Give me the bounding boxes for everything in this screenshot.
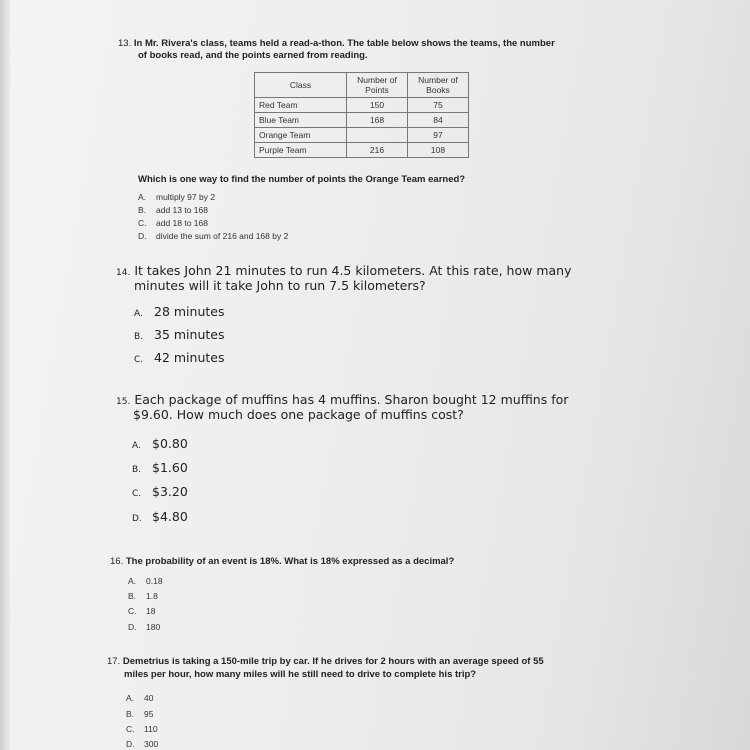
table-cell: Red Team <box>255 98 347 113</box>
q17-choice-b[interactable]: B. 95 <box>126 709 154 719</box>
q17-text-line1: Demetrius is taking a 150-mile trip by car. If he drives for 2 hours with an average speed of 55 <box>122 656 544 667</box>
table-cell: 150 <box>347 98 408 113</box>
q13-text-line1: In Mr. Rivera's class, teams held a read-a-thon. The table below shows the teams, the number <box>133 38 555 49</box>
q13-choice-b[interactable]: B. add 13 to 168 <box>138 205 208 215</box>
q13-table <box>254 72 469 158</box>
q13-prompt: Which is one way to find the number of points the Orange Team earned? <box>138 174 466 185</box>
table-cell: 168 <box>347 113 408 128</box>
q17-choice-d[interactable]: D. 300 <box>126 739 159 749</box>
q15-text-line1: Each package of muffins has 4 muffins. Sharon bought 12 muffins for <box>134 392 569 407</box>
table-row <box>255 143 469 158</box>
q13-choice-a[interactable]: A. multiply 97 by 2 <box>138 192 216 202</box>
q16-choice-b[interactable]: B. 1.8 <box>128 591 158 601</box>
q15-number: 15. <box>116 397 131 407</box>
table-row <box>255 113 469 128</box>
table-cell: 108 <box>407 143 468 158</box>
table-cell: Orange Team <box>255 128 347 143</box>
q16-choice-d[interactable]: D. 180 <box>128 622 161 632</box>
q15-choice-b[interactable]: B. $1.60 <box>132 460 188 475</box>
q15-choice-d[interactable]: D. $4.80 <box>132 509 188 524</box>
q17-text-line2: miles per hour, how many miles will he still need to drive to complete his trip? <box>124 669 477 680</box>
q14-choice-c[interactable]: C. 42 minutes <box>134 350 225 365</box>
q17-number: 17. <box>107 656 121 667</box>
q17-choice-a[interactable]: A. 40 <box>126 693 154 703</box>
q13-text-line2: of books read, and the points earned from reading. <box>138 50 368 61</box>
table-cell: Blue Team <box>255 113 347 128</box>
q16-number: 16. <box>110 556 124 567</box>
q14-choice-a[interactable]: A. 28 minutes <box>134 304 225 319</box>
q17-stem <box>107 656 544 668</box>
q16-stem <box>110 556 454 568</box>
q14-text-line1: It takes John 21 minutes to run 4.5 kilometers. At this rate, how many <box>134 263 572 278</box>
table-cell: 97 <box>407 128 468 143</box>
q15-choice-a[interactable]: A. $0.80 <box>132 436 188 451</box>
table-header-row <box>255 73 469 98</box>
table-cell: 75 <box>407 98 468 113</box>
table-header: Number of Books <box>407 73 468 98</box>
table-cell: 216 <box>347 143 408 158</box>
table-cell-empty <box>347 128 408 143</box>
table-header: Class <box>255 73 347 98</box>
q15-text-line2: $9.60. How much does one package of muffins cost? <box>133 407 464 422</box>
q13-number: 13. <box>118 38 132 49</box>
q14-number: 14. <box>116 268 131 278</box>
table-row <box>255 98 469 113</box>
q16-text: The probability of an event is 18%. What is 18% expressed as a decimal? <box>125 556 455 567</box>
q14-choice-b[interactable]: B. 35 minutes <box>134 327 225 342</box>
table-header: Number of Points <box>347 73 408 98</box>
q15-choice-c[interactable]: C. $3.20 <box>132 484 188 499</box>
q16-choice-c[interactable]: C. 18 <box>128 606 156 616</box>
q13-stem <box>118 38 555 50</box>
q14-text-line2: minutes will it take John to run 7.5 kilometers? <box>134 278 426 293</box>
q13-choice-c[interactable]: C. add 18 to 168 <box>138 218 208 228</box>
q13-choice-d[interactable]: D. divide the sum of 216 and 168 by 2 <box>138 231 289 241</box>
q17-choice-c[interactable]: C. 110 <box>126 724 158 734</box>
page-edge-shadow <box>0 0 10 750</box>
table-cell: Purple Team <box>255 143 347 158</box>
table-cell: 84 <box>407 113 468 128</box>
table-row <box>255 128 469 143</box>
q16-choice-a[interactable]: A. 0.18 <box>128 576 163 586</box>
